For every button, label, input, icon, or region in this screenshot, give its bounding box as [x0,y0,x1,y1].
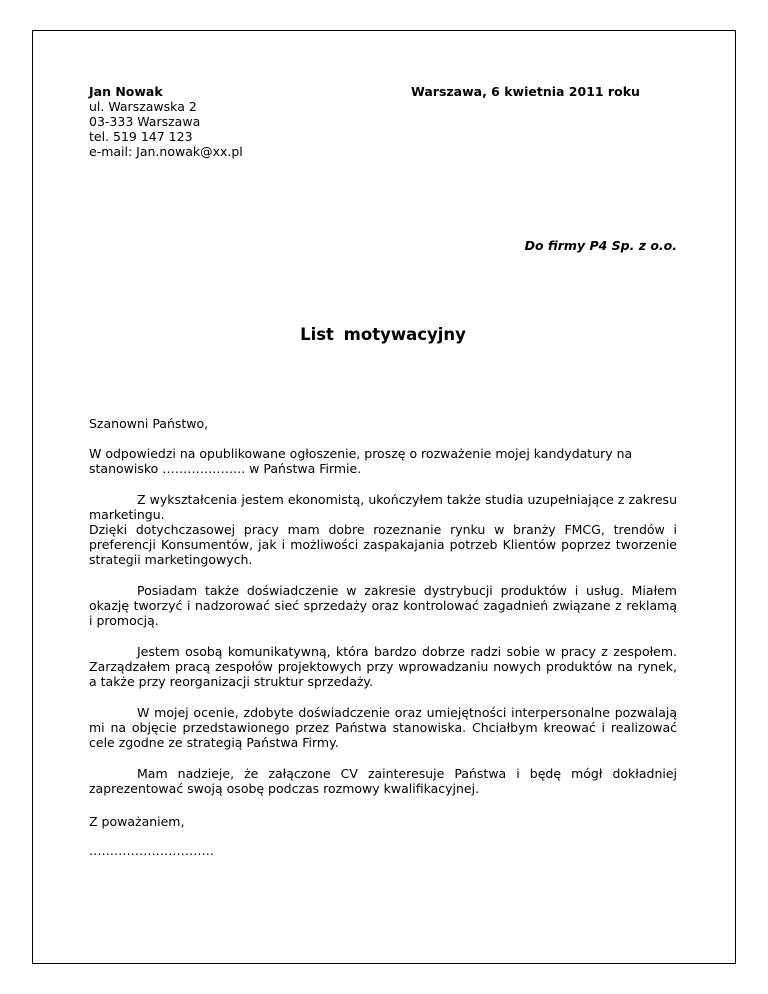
paragraph-experience: Dzięki dotychczasowej pracy mam dobre rozeznanie rynku w branży FMCG, trendów i preferencji Konsumentów, jak i możliwości zaspakajania potrzeb Klientów poprzez tworzenie strategii marketingowych. [89,522,677,567]
letter-title: List motywacyjny [300,325,466,344]
recipient: Do firmy P4 Sp. z o.o. [524,238,677,253]
intro-paragraph: W odpowiedzi na opublikowane ogłoszenie, proszę o rozważenie mojej kandydatury na stanowisko ……………….. w Państwa Firmie. [89,446,633,476]
closing: Z poważaniem, [89,814,185,829]
sender-phone: tel. 519 147 123 [89,129,193,144]
paragraph-closing-hope: Mam nadzieje, że załączone CV zainteresuje Państwa i będę mógł dokładniej zaprezentować swoją osobę podczas rozmowy kwalifikacyjnej. [89,766,677,796]
paragraph-skills: W mojej ocenie, zdobyte doświadczenie oraz umiejętności interpersonalne pozwalają mi na objęcie przedstawionego przez Państwa stanowiska. Chciałbym kreować i realizować cele zgodne ze strategią Państwa Firmy. [89,705,677,750]
letter-date: Warszawa, 6 kwietnia 2011 roku [411,84,640,99]
sender-street: ul. Warszawska 2 [89,99,197,114]
sender-name: Jan Nowak [89,84,163,99]
paragraph-communication: Jestem osobą komunikatywną, która bardzo dobrze radzi sobie w pracy z zespołem. Zarządzałem pracą zespołów projektowych przy wprowadzaniu nowych produktów na rynek, a także przy reorganizacji struktur sprzedaży. [89,644,677,689]
paragraph-education: Z wykształcenia jestem ekonomistą, ukończyłem także studia uzupełniające z zakresu marketingu. [89,492,677,522]
greeting: Szanowni Państwo, [89,416,209,431]
sender-city: 03-333 Warszawa [89,114,201,129]
letter-body [89,416,677,812]
sender-block [89,84,339,159]
signature-line: ………………………… [89,843,214,858]
paragraph-distribution: Posiadam także doświadczenie w zakresie dystrybucji produktów i usług. Miałem okazję tworzyć i nadzorować sieć sprzedaży oraz kontrolować zagadnień związane z reklamą i promocją. [89,583,677,628]
sender-email: e-mail: Jan.nowak@xx.pl [89,144,243,159]
